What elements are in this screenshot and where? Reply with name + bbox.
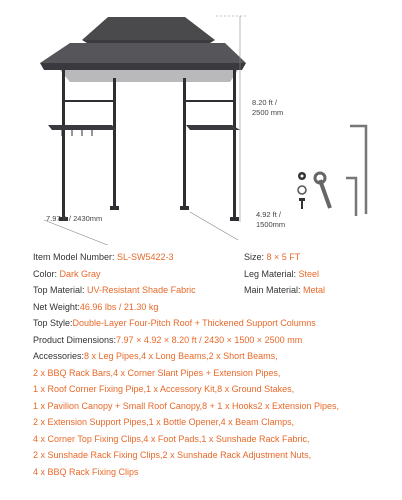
washer-icon [298,186,306,194]
bolt-icon [299,198,305,209]
height-dimension-label [252,98,283,118]
screwdriver-icon [346,178,356,216]
spec-row-model-size [33,249,395,266]
top-material-value: UV-Resistant Shade Fabric [87,285,196,296]
top-style-label: Top Style: [33,318,73,329]
model-number-label: Item Model Number: [33,252,118,263]
accessories-line-1: 2 x BBQ Rack Bars,4 x Corner Slant Pipes + Extension Pipes, [33,367,281,378]
product-image-area [0,0,402,245]
accessories-label: Accessories: [33,351,85,362]
width-dimension-label [256,210,285,230]
product-dimensions-label: Product Dimensions: [33,334,117,345]
spec-row-color-leg [33,266,395,283]
model-number-value: SL-SW5422-3 [117,252,174,263]
hardware-accessories [290,112,400,222]
product-dimensions-value: 7.97 × 4.92 × 8.20 ft / 2430 × 1500 × 2500 mm [116,334,303,345]
net-weight-value: 46.96 lbs / 21.30 kg [79,301,159,312]
leg-material-value: Steel [298,268,320,279]
top-material-label: Top Material: [33,285,88,296]
width-ft-text: 4.92 ft / [256,210,282,219]
nut-icon [298,172,306,180]
spec-row-net-weight [33,299,395,316]
specifications-panel [33,249,395,480]
size-label: Size: [244,252,267,263]
accessories-line-4: 2 x Extension Support Pipes,1 x Bottle Opener,4 x Beam Clamps, [33,417,295,428]
spec-row-top-style [33,315,395,332]
allen-key-icon [350,126,366,214]
top-style-value: Double-Layer Four-Pitch Roof + Thickened Support Columns [72,318,316,329]
color-label: Color: [33,268,60,279]
size-value: 8 × 5 FT [266,252,301,263]
accessories-line-7: 4 x BBQ Rack Fixing Clips [33,466,139,477]
length-dimension-label [46,214,102,224]
accessories-line-2: 1 x Roof Corner Fixing Pipe,1 x Accessory Kit,8 x Ground Stakes, [33,384,295,395]
length-text: 7.97 ft / 2430mm [46,214,103,223]
spec-row-accessories [33,348,395,365]
height-mm-text: 2500 mm [252,108,284,117]
wrench-icon [315,173,330,208]
main-material-label: Main Material: [244,285,304,296]
height-ft-text: 8.20 ft / [252,98,278,107]
spec-row-product-dimensions [33,332,395,349]
leg-material-label: Leg Material: [244,268,299,279]
width-mm-text: 1500mm [256,220,286,229]
accessories-line-6: 2 x Sunshade Rack Fixing Clips,2 x Sunshade Rack Adjustment Nuts, [33,450,312,461]
net-weight-label: Net Weight: [33,301,80,312]
main-material-value: Metal [303,285,326,296]
accessories-line-5: 4 x Corner Top Fixing Clips,4 x Foot Pads,1 x Sunshade Rack Fabric, [33,433,310,444]
color-value: Dark Gray [59,268,101,279]
accessories-line-3: 1 x Pavilion Canopy + Small Roof Canopy,8 + 1 x Hooks2 x Extension Pipes, [33,400,339,411]
spec-row-top-main [33,282,395,299]
accessories-line-0: 8 x Leg Pipes,4 x Long Beams,2 x Short Beams, [84,351,278,362]
